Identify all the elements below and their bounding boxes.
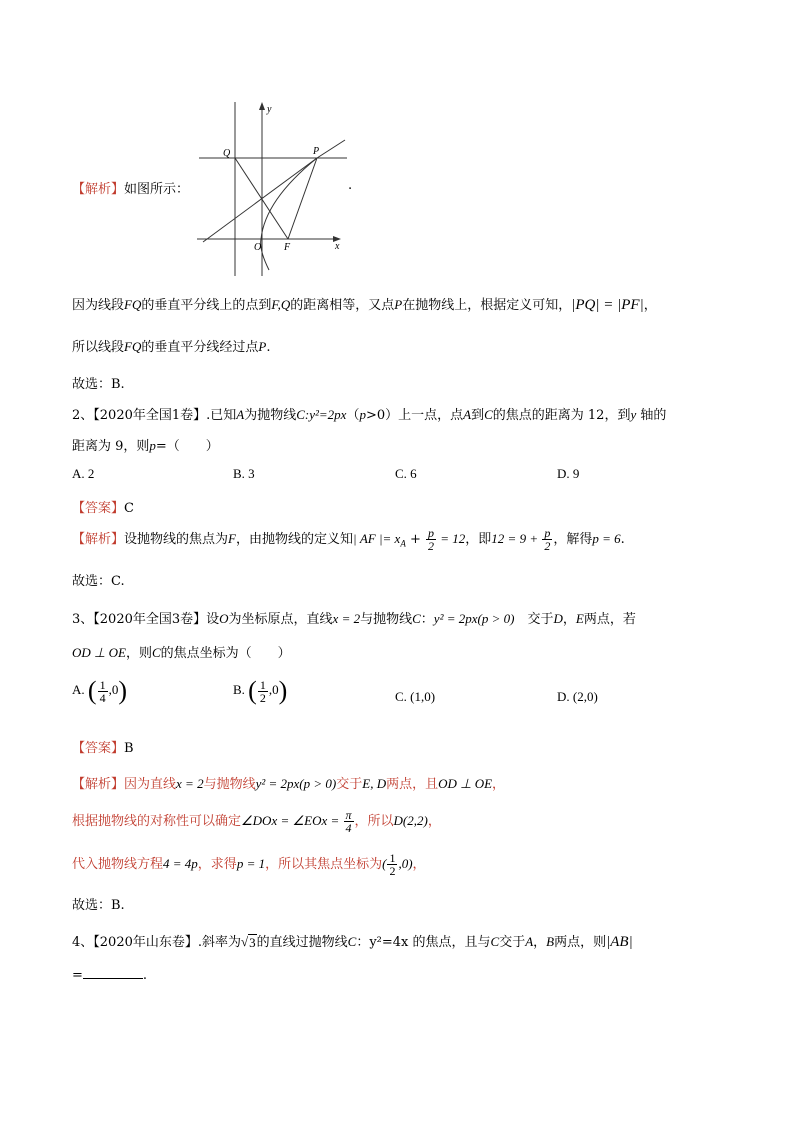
q2-option-b[interactable]: B. 3: [233, 466, 255, 481]
q2-answer: 【答案】C: [72, 501, 134, 516]
label-y: y: [267, 104, 272, 115]
q3-stem-line1: 3、【2020年全国3卷】设O为坐标原点，直线x = 2与抛物线C：y² = 2px(p > 0) 交于D，E两点，若: [72, 611, 636, 627]
sol1-text: 如图所示：: [124, 182, 190, 197]
sol1-dot: .: [348, 178, 353, 193]
label-p: P: [313, 146, 320, 157]
sol1-line1: 因为线段FQ的垂直平分线上的点到F,Q的距离相等，又点P在抛物线上，根据定义可知，|PQ| = |PF|，: [72, 297, 657, 313]
label-f: F: [284, 242, 291, 253]
sol1-answer: 故选：B.: [72, 377, 125, 392]
q3-half-frac: $\frac{1}{2}$: [389, 851, 396, 878]
q3-conclusion: 故选：B.: [72, 898, 125, 913]
sol1-tag: 【解析】: [72, 182, 125, 197]
sol1-line2: 所以线段FQ的垂直平分线经过点P.: [72, 339, 271, 355]
q2-frac-1: $\frac{p}{2}$: [428, 526, 434, 553]
parabola-curve: [261, 140, 345, 270]
q3-solution-line3: 代入抛物线方程4 = 4p，求得p = 1，所以其焦点坐标为( $\frac{1}{2}$ ,0)，: [72, 851, 426, 878]
label-q: Q: [223, 148, 231, 159]
perpendicular-bisector: [203, 158, 317, 242]
q3-stem-line2: OD ⊥ OE，则C的焦点坐标为（ ）: [72, 645, 291, 661]
q3-solution-line2: 根据抛物线的对称性可以确定∠DOx = ∠EOx = $\frac{\pi}{4}$ ，所以D(2,2)，: [72, 808, 441, 835]
sqrt-3: √ 3: [241, 934, 256, 950]
y-axis-arrow: [259, 102, 265, 110]
q4-stem-line1: 4、【2020年山东卷】.斜率为√ 3 的直线过抛物线C：y²=4x 的焦点，且与C交于A，B两点，则|AB|: [72, 934, 633, 950]
label-o: O: [254, 242, 262, 253]
answer-blank[interactable]: [83, 966, 143, 979]
q3-option-c[interactable]: C. (1,0): [395, 689, 436, 704]
q2-stem-line2: 距离为 9，则p=（ ）: [72, 438, 219, 454]
q3-solution-line1: 【解析】因为直线x = 2与抛物线y² = 2px(p > 0)交于E, D两点，且OD ⊥ OE，: [72, 776, 506, 792]
parabola-figure: [195, 100, 353, 278]
q3-answer: 【答案】B: [72, 741, 134, 756]
label-x: x: [335, 241, 340, 252]
q2-solution: 【解析】设抛物线的焦点为F，由抛物线的定义知| AF |= $x_A$ + $\frac{p}{2}$ = 12，即12 = 9 + $\frac{p}{2}$ ，解得p = 6.: [72, 526, 625, 553]
q3-option-a[interactable]: A. ( $\frac{1}{4}$ ,0): [72, 676, 127, 705]
q2-option-c[interactable]: C. 6: [395, 466, 417, 481]
q3-option-b[interactable]: B. ( $\frac{1}{2}$ ,0): [233, 676, 288, 705]
q3-opt-b-frac: $\frac{1}{2}$: [259, 677, 266, 705]
q2-option-a[interactable]: A. 2: [72, 466, 95, 481]
q2-conclusion: 故选：C.: [72, 574, 125, 589]
q2-frac-2: $\frac{p}{2}$: [544, 526, 551, 553]
q3-opt-a-frac: $\frac{1}{4}$: [99, 677, 106, 705]
q2-stem-line1: 2、【2020年全国1卷】.已知A为抛物线C:y²=2px（p>0）上一点，点A到C的焦点的距离为 12，到y 轴的: [72, 407, 667, 423]
q3-pi-frac: $\frac{\pi}{4}$: [345, 808, 352, 835]
q4-stem-line2: = .: [72, 968, 148, 983]
sol1-intro: [72, 178, 189, 197]
q2-option-d[interactable]: D. 9: [557, 466, 580, 481]
q3-option-d[interactable]: D. (2,0): [557, 689, 598, 704]
